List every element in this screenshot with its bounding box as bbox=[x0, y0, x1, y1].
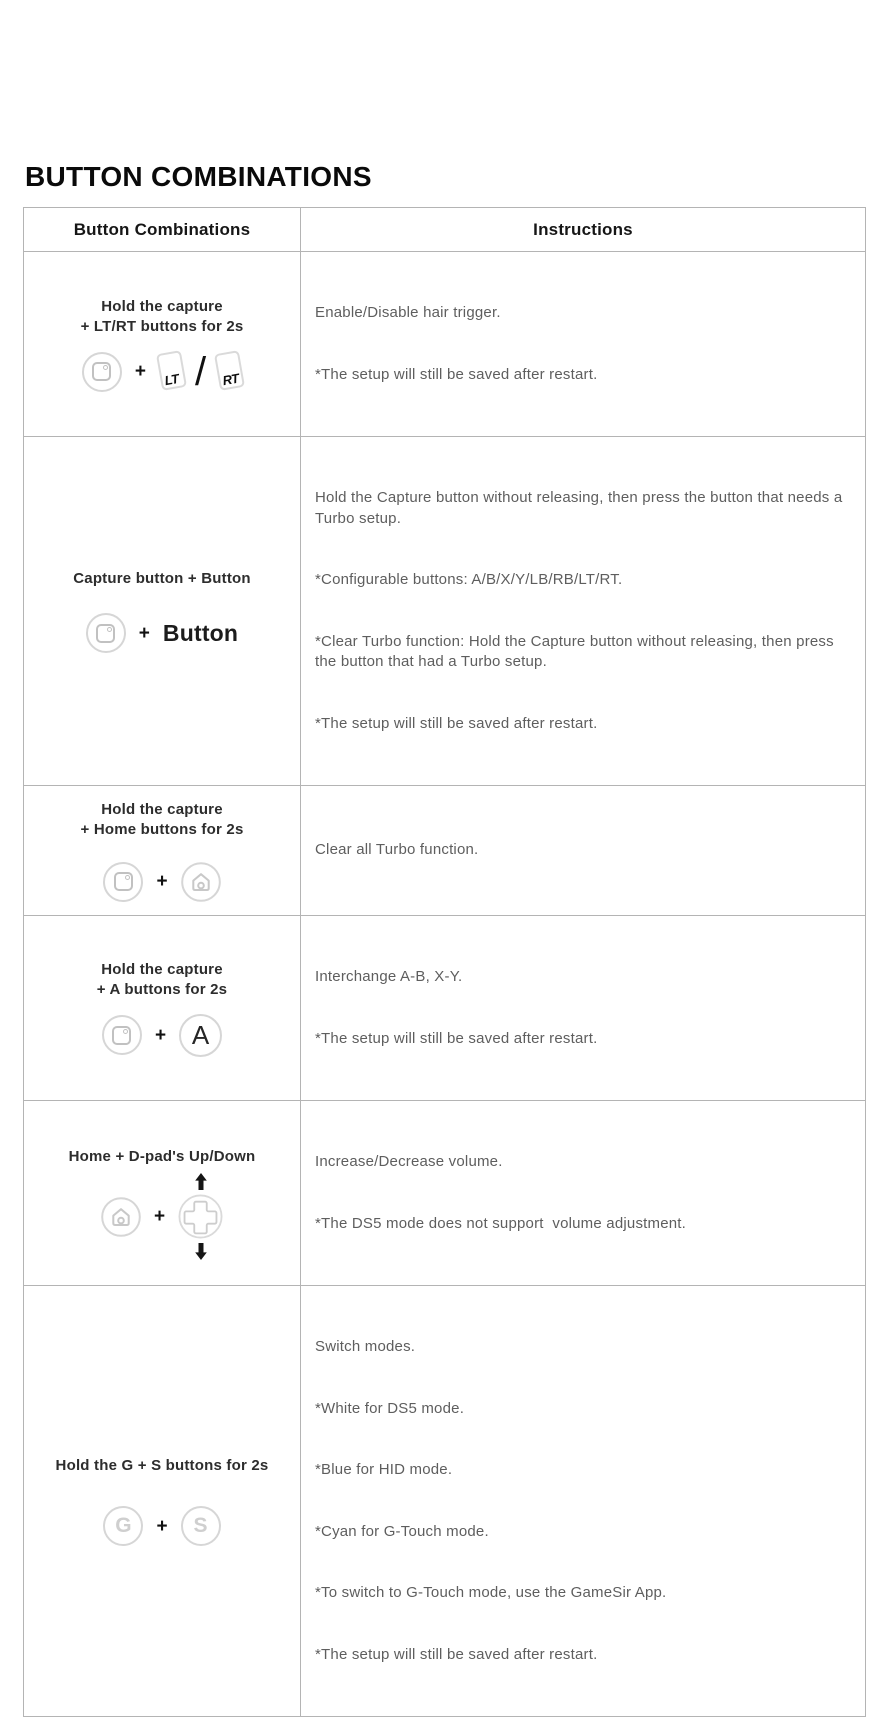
dpad-up-down-icon bbox=[178, 1194, 223, 1239]
capture-button-icon bbox=[82, 352, 122, 392]
lt-trigger-icon bbox=[156, 350, 187, 391]
table-row bbox=[24, 437, 866, 786]
capture-button-icon bbox=[103, 862, 143, 902]
instruction-line: Switch modes. bbox=[315, 1338, 416, 1355]
dpad-icon bbox=[178, 1194, 223, 1239]
combo-cell-capture-ltrt bbox=[24, 252, 301, 437]
combo-cell-capture-home bbox=[24, 786, 301, 916]
table-row bbox=[24, 916, 866, 1101]
capture-button-icon bbox=[102, 1015, 142, 1055]
instructions-cell bbox=[301, 786, 866, 916]
instruction-line: *Cyan for G-Touch mode. bbox=[315, 1522, 489, 1540]
combo-title-line: + Home buttons for 2s bbox=[80, 820, 244, 838]
s-button-icon bbox=[181, 1506, 221, 1546]
instruction-line: *The setup will still be saved after restart. bbox=[315, 1029, 598, 1047]
home-button-icon bbox=[181, 862, 221, 902]
instruction-line: Hold the Capture button without releasing, then press the button that needs a Turbo setup. bbox=[315, 489, 847, 527]
combo-icons bbox=[101, 1194, 223, 1239]
combo-cell-home-dpad bbox=[24, 1101, 301, 1286]
slash-separator: / bbox=[194, 349, 207, 394]
capture-dot-glyph bbox=[103, 365, 108, 370]
down-arrow-icon bbox=[194, 1243, 207, 1260]
table-row bbox=[24, 1286, 866, 1717]
generic-button-label: Button bbox=[162, 619, 239, 646]
lt-trigger-label: LT bbox=[163, 370, 180, 388]
combo-title-line: Hold the G + S buttons for 2s bbox=[55, 1457, 269, 1474]
combo-title-line: Hold the capture bbox=[101, 960, 223, 978]
capture-square-glyph bbox=[92, 362, 111, 381]
a-button-icon bbox=[179, 1014, 222, 1057]
instruction-line: *Blue for HID mode. bbox=[315, 1461, 453, 1478]
g-button-label: G bbox=[115, 1514, 132, 1537]
home-button-icon bbox=[101, 1197, 141, 1237]
instruction-line: Increase/Decrease volume. bbox=[315, 1153, 503, 1170]
rt-trigger-icon bbox=[214, 350, 245, 391]
combo-icons bbox=[102, 1014, 222, 1057]
capture-button-icon bbox=[86, 613, 126, 653]
combo-cell-g-s bbox=[24, 1286, 301, 1717]
table-row bbox=[24, 786, 866, 916]
page-title: BUTTON COMBINATIONS bbox=[25, 161, 372, 192]
combo-title bbox=[73, 569, 251, 589]
combo-icons bbox=[103, 1506, 220, 1546]
instruction-line: *The setup will still be saved after restart. bbox=[315, 1645, 598, 1663]
combo-title bbox=[81, 800, 244, 840]
combo-icons bbox=[86, 613, 238, 653]
combo-title bbox=[69, 1147, 256, 1167]
capture-dot-glyph bbox=[125, 875, 130, 880]
capture-square-glyph bbox=[96, 624, 115, 643]
instruction-line: *The setup will still be saved after restart. bbox=[315, 365, 598, 383]
combo-icons bbox=[103, 862, 220, 902]
capture-dot-glyph bbox=[107, 627, 112, 632]
instructions-cell bbox=[301, 437, 866, 786]
plus-sign: + bbox=[156, 871, 168, 892]
instructions-cell bbox=[301, 1101, 866, 1286]
col-header-button-combinations: Button Combinations bbox=[24, 208, 301, 252]
rt-trigger-label: RT bbox=[221, 370, 240, 388]
plus-sign: + bbox=[153, 1206, 166, 1227]
combo-title-line: Capture button + Button bbox=[73, 570, 251, 587]
instruction-line: *The setup will still be saved after restart. bbox=[315, 714, 598, 732]
combo-cell-capture-button bbox=[24, 437, 301, 786]
combo-title-line: + LT/RT buttons for 2s bbox=[80, 317, 244, 335]
g-button-icon bbox=[103, 1506, 143, 1546]
plus-sign: + bbox=[154, 1024, 167, 1046]
combo-title-line: Hold the capture bbox=[101, 297, 223, 315]
instruction-line: Enable/Disable hair trigger. bbox=[315, 304, 501, 321]
combo-title bbox=[56, 1456, 269, 1476]
table-header-row bbox=[24, 208, 866, 252]
instruction-line: *To switch to G-Touch mode, use the GameSir App. bbox=[315, 1584, 667, 1601]
instructions-cell bbox=[301, 916, 866, 1101]
table-row bbox=[24, 1101, 866, 1286]
combo-cell-capture-a bbox=[24, 916, 301, 1101]
combo-title bbox=[81, 297, 244, 337]
instruction-line: *Clear Turbo function: Hold the Capture button without releasing, then press the button that had a Turbo setup. bbox=[315, 632, 839, 670]
capture-square-glyph bbox=[114, 872, 133, 891]
instruction-line: *Configurable buttons: A/B/X/Y/LB/RB/LT/RT. bbox=[315, 571, 623, 588]
plus-sign: + bbox=[134, 361, 146, 382]
instruction-line: *White for DS5 mode. bbox=[315, 1399, 465, 1417]
combo-title bbox=[97, 960, 227, 1000]
col-header-instructions: Instructions bbox=[301, 208, 866, 252]
instruction-line: *The DS5 mode does not support volume adjustment. bbox=[315, 1214, 687, 1232]
combo-icons bbox=[82, 349, 242, 394]
up-arrow-icon bbox=[194, 1173, 207, 1190]
instructions-cell bbox=[301, 252, 866, 437]
capture-dot-glyph bbox=[123, 1029, 128, 1034]
instruction-line: Clear all Turbo function. bbox=[315, 841, 479, 859]
plus-sign: + bbox=[138, 622, 150, 644]
a-button-label: A bbox=[191, 1019, 210, 1050]
button-combinations-table bbox=[23, 207, 866, 1717]
combo-title-line: + A buttons for 2s bbox=[96, 980, 228, 998]
plus-sign: + bbox=[156, 1515, 168, 1537]
s-button-label: S bbox=[193, 1514, 208, 1537]
table-row bbox=[24, 252, 866, 437]
instruction-line: Interchange A-B, X-Y. bbox=[315, 968, 463, 985]
combo-title-line: Hold the capture bbox=[101, 800, 223, 818]
instructions-cell bbox=[301, 1286, 866, 1717]
capture-square-glyph bbox=[112, 1026, 131, 1045]
combo-title-line: Home + D-pad's Up/Down bbox=[68, 1148, 256, 1165]
